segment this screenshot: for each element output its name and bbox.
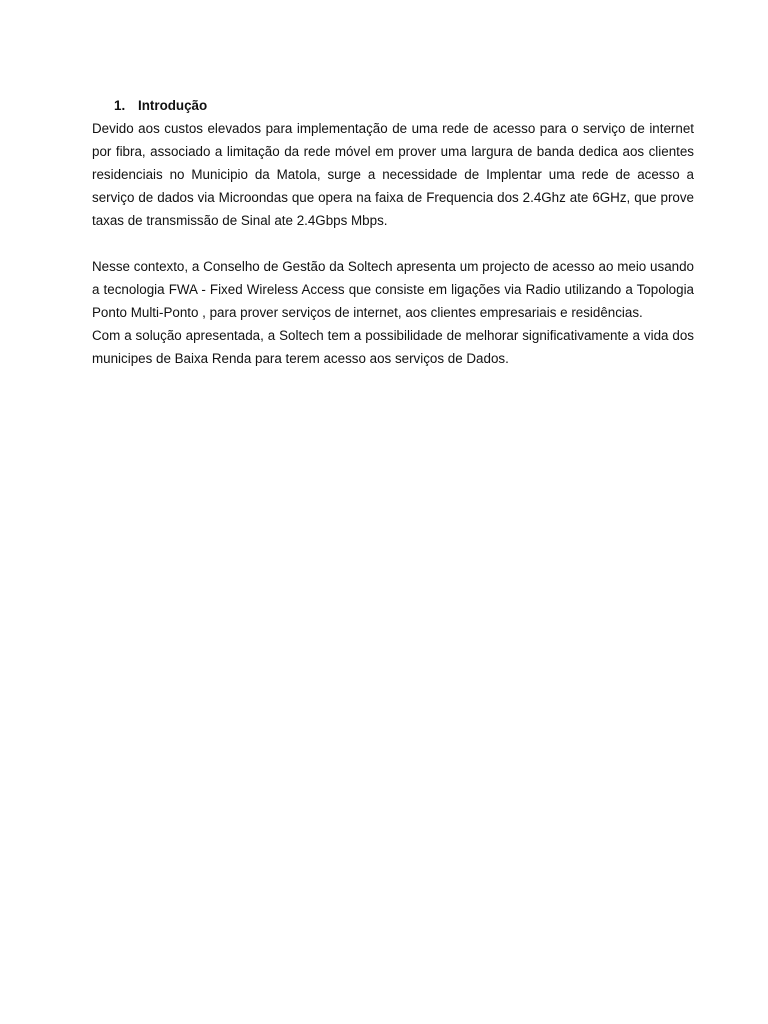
- paragraph-2: Nesse contexto, a Conselho de Gestão da Soltech apresenta um projecto de acesso ao meio usando a tecnologia FWA - Fixed Wireless Access que consiste em ligações via Radio utilizando a Topologia Ponto Multi-Ponto , para prover serviços de internet, aos clientes empresariais e residências.: [92, 259, 694, 320]
- paragraph-3: Com a solução apresentada, a Soltech tem a possibilidade de melhorar significativamente a vida dos municipes de Baixa Renda para terem acesso aos serviços de Dados.: [92, 328, 694, 366]
- section-number: 1.: [114, 98, 126, 113]
- section-title: Introdução: [138, 98, 208, 113]
- paragraph-gap: [92, 232, 694, 255]
- document-body: [92, 94, 694, 370]
- paragraph-1: Devido aos custos elevados para implementação de uma rede de acesso para o serviço de internet por fibra, associado a limitação da rede móvel em prover uma largura de banda dedica aos clientes residenciais no Municipio da Matola, surge a necessidade de Implentar uma rede de acesso a serviço de dados via Microondas que opera na faixa de Frequencia dos 2.4Ghz ate 6GHz, que prove taxas de transmissão de Sinal ate 2.4Gbps Mbps.: [92, 121, 694, 228]
- section-heading: [114, 94, 694, 117]
